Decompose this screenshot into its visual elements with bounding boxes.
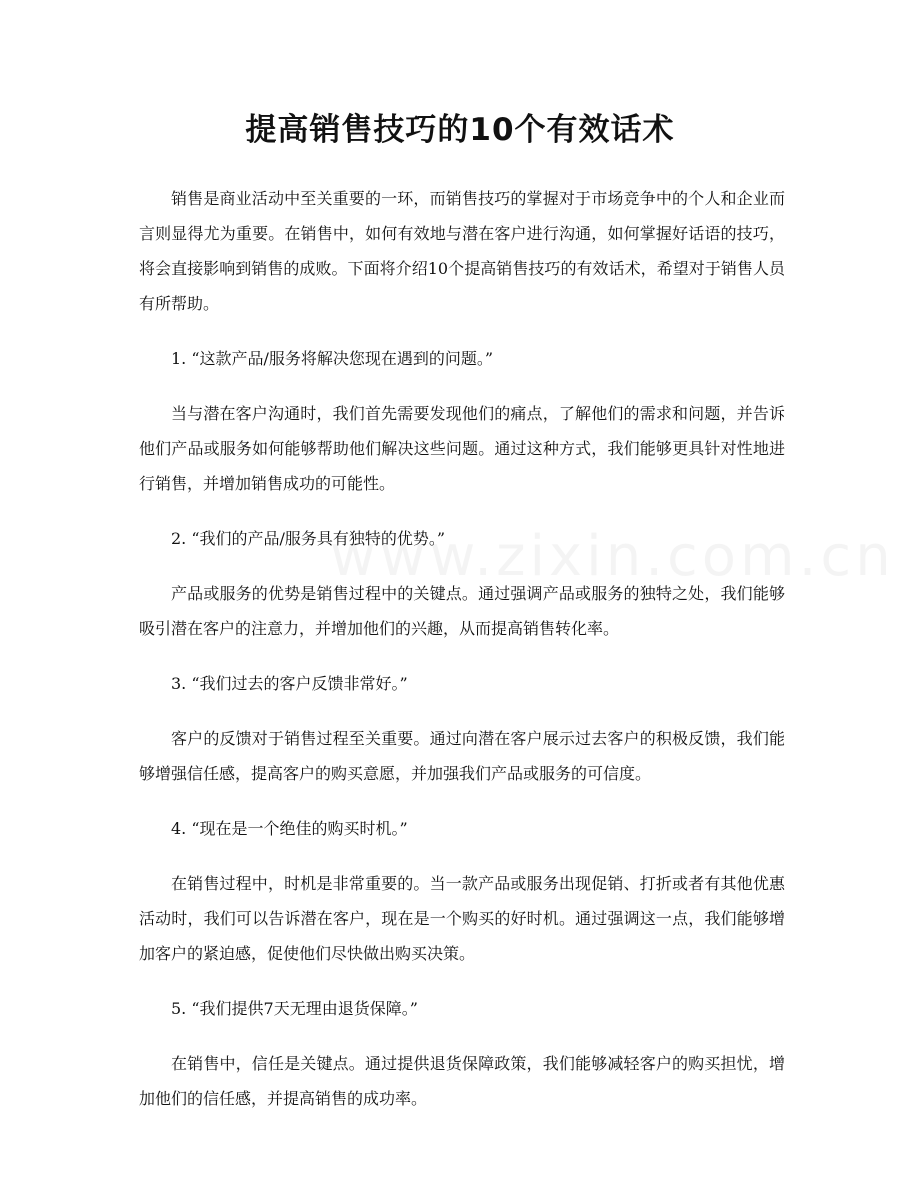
section-heading-5: 5. “我们提供7天无理由退货保障。”	[171, 999, 418, 1018]
section-heading-4: 4. “现在是一个绝佳的购买时机。”	[171, 819, 408, 838]
section-body-3: 客户的反馈对于销售过程至关重要。通过向潜在客户展示过去客户的积极反馈，我们能够增强信任感，提高客户的购买意愿，并加强我们产品或服务的可信度。	[139, 729, 785, 783]
intro-paragraph: 销售是商业活动中至关重要的一环，而销售技巧的掌握对于市场竞争中的个人和企业而言则显得尤为重要。在销售中，如何有效地与潜在客户进行沟通，如何掌握好话语的技巧，将会直接影响到销售的成败。下面将介绍10个提高销售技巧的有效话术，希望对于销售人员有所帮助。	[139, 189, 785, 313]
section-body-4: 在销售过程中，时机是非常重要的。当一款产品或服务出现促销、打折或者有其他优惠活动时，我们可以告诉潜在客户，现在是一个购买的好时机。通过强调这一点，我们能够增加客户的紧迫感，促使他们尽快做出购买决策。	[139, 874, 785, 963]
document-body	[139, 181, 785, 1136]
section-body-1: 当与潜在客户沟通时，我们首先需要发现他们的痛点，了解他们的需求和问题，并告诉他们产品或服务如何能够帮助他们解决这些问题。通过这种方式，我们能够更具针对性地进行销售，并增加销售成功的可能性。	[139, 404, 785, 493]
section-heading-1: 1. “这款产品/服务将解决您现在遇到的问题。”	[171, 349, 494, 368]
section-heading-2: 2. “我们的产品/服务具有独特的优势。”	[171, 529, 446, 548]
document-title: 提高销售技巧的10个有效话术	[245, 112, 675, 148]
section-body-2: 产品或服务的优势是销售过程中的关键点。通过强调产品或服务的独特之处，我们能够吸引潜在客户的注意力，并增加他们的兴趣，从而提高销售转化率。	[139, 584, 785, 638]
section-heading-3: 3. “我们过去的客户反馈非常好。”	[171, 674, 408, 693]
section-body-5: 在销售中，信任是关键点。通过提供退货保障政策，我们能够减轻客户的购买担忧，增加他们的信任感，并提高销售的成功率。	[139, 1054, 785, 1108]
